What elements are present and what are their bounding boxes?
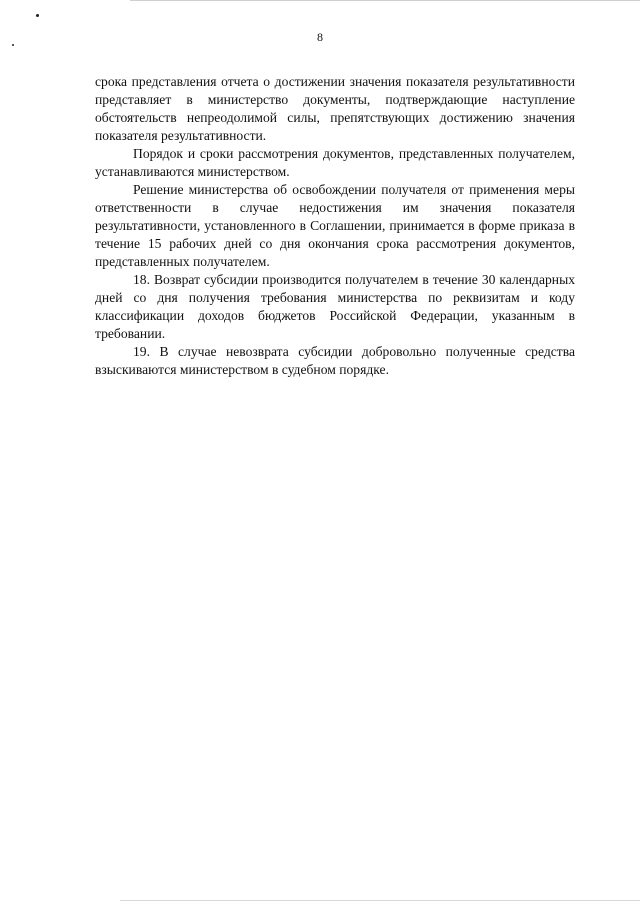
scan-speck xyxy=(36,14,39,17)
bottom-scan-edge xyxy=(120,900,640,901)
document-body xyxy=(95,73,575,379)
paragraph-exemption-decision: Решение министерства об освобождении получателя от применения меры ответственности в случае недостижения им значения показателя результативности, установленного в Соглашении, принимается в форме приказа в течение 15 рабочих дней со дня окончания срока рассмотрения документов, представленных получателем. xyxy=(95,182,575,269)
paragraph-18-subsidy-return: 18. Возврат субсидии производится получателем в течение 30 календарных дней со дня получения требования министерства по реквизитам и коду классификации доходов бюджетов Российской Федерации, указанным в требовании. xyxy=(95,272,575,341)
paragraph-continuation: срока представления отчета о достижении значения показателя результативности представляет в министерство документы, подтверждающие наступление обстоятельств непреодолимой силы, препятствующих достижению значения показателя результативности. xyxy=(95,74,575,143)
page-number: 8 xyxy=(317,30,323,44)
paragraph-review-procedure: Порядок и сроки рассмотрения документов, представленных получателем, устанавливаются министерством. xyxy=(95,146,575,179)
top-scan-edge xyxy=(130,0,640,1)
paragraph-19-non-return: 19. В случае невозврата субсидии добровольно полученные средства взыскиваются министерством в судебном порядке. xyxy=(95,344,575,377)
